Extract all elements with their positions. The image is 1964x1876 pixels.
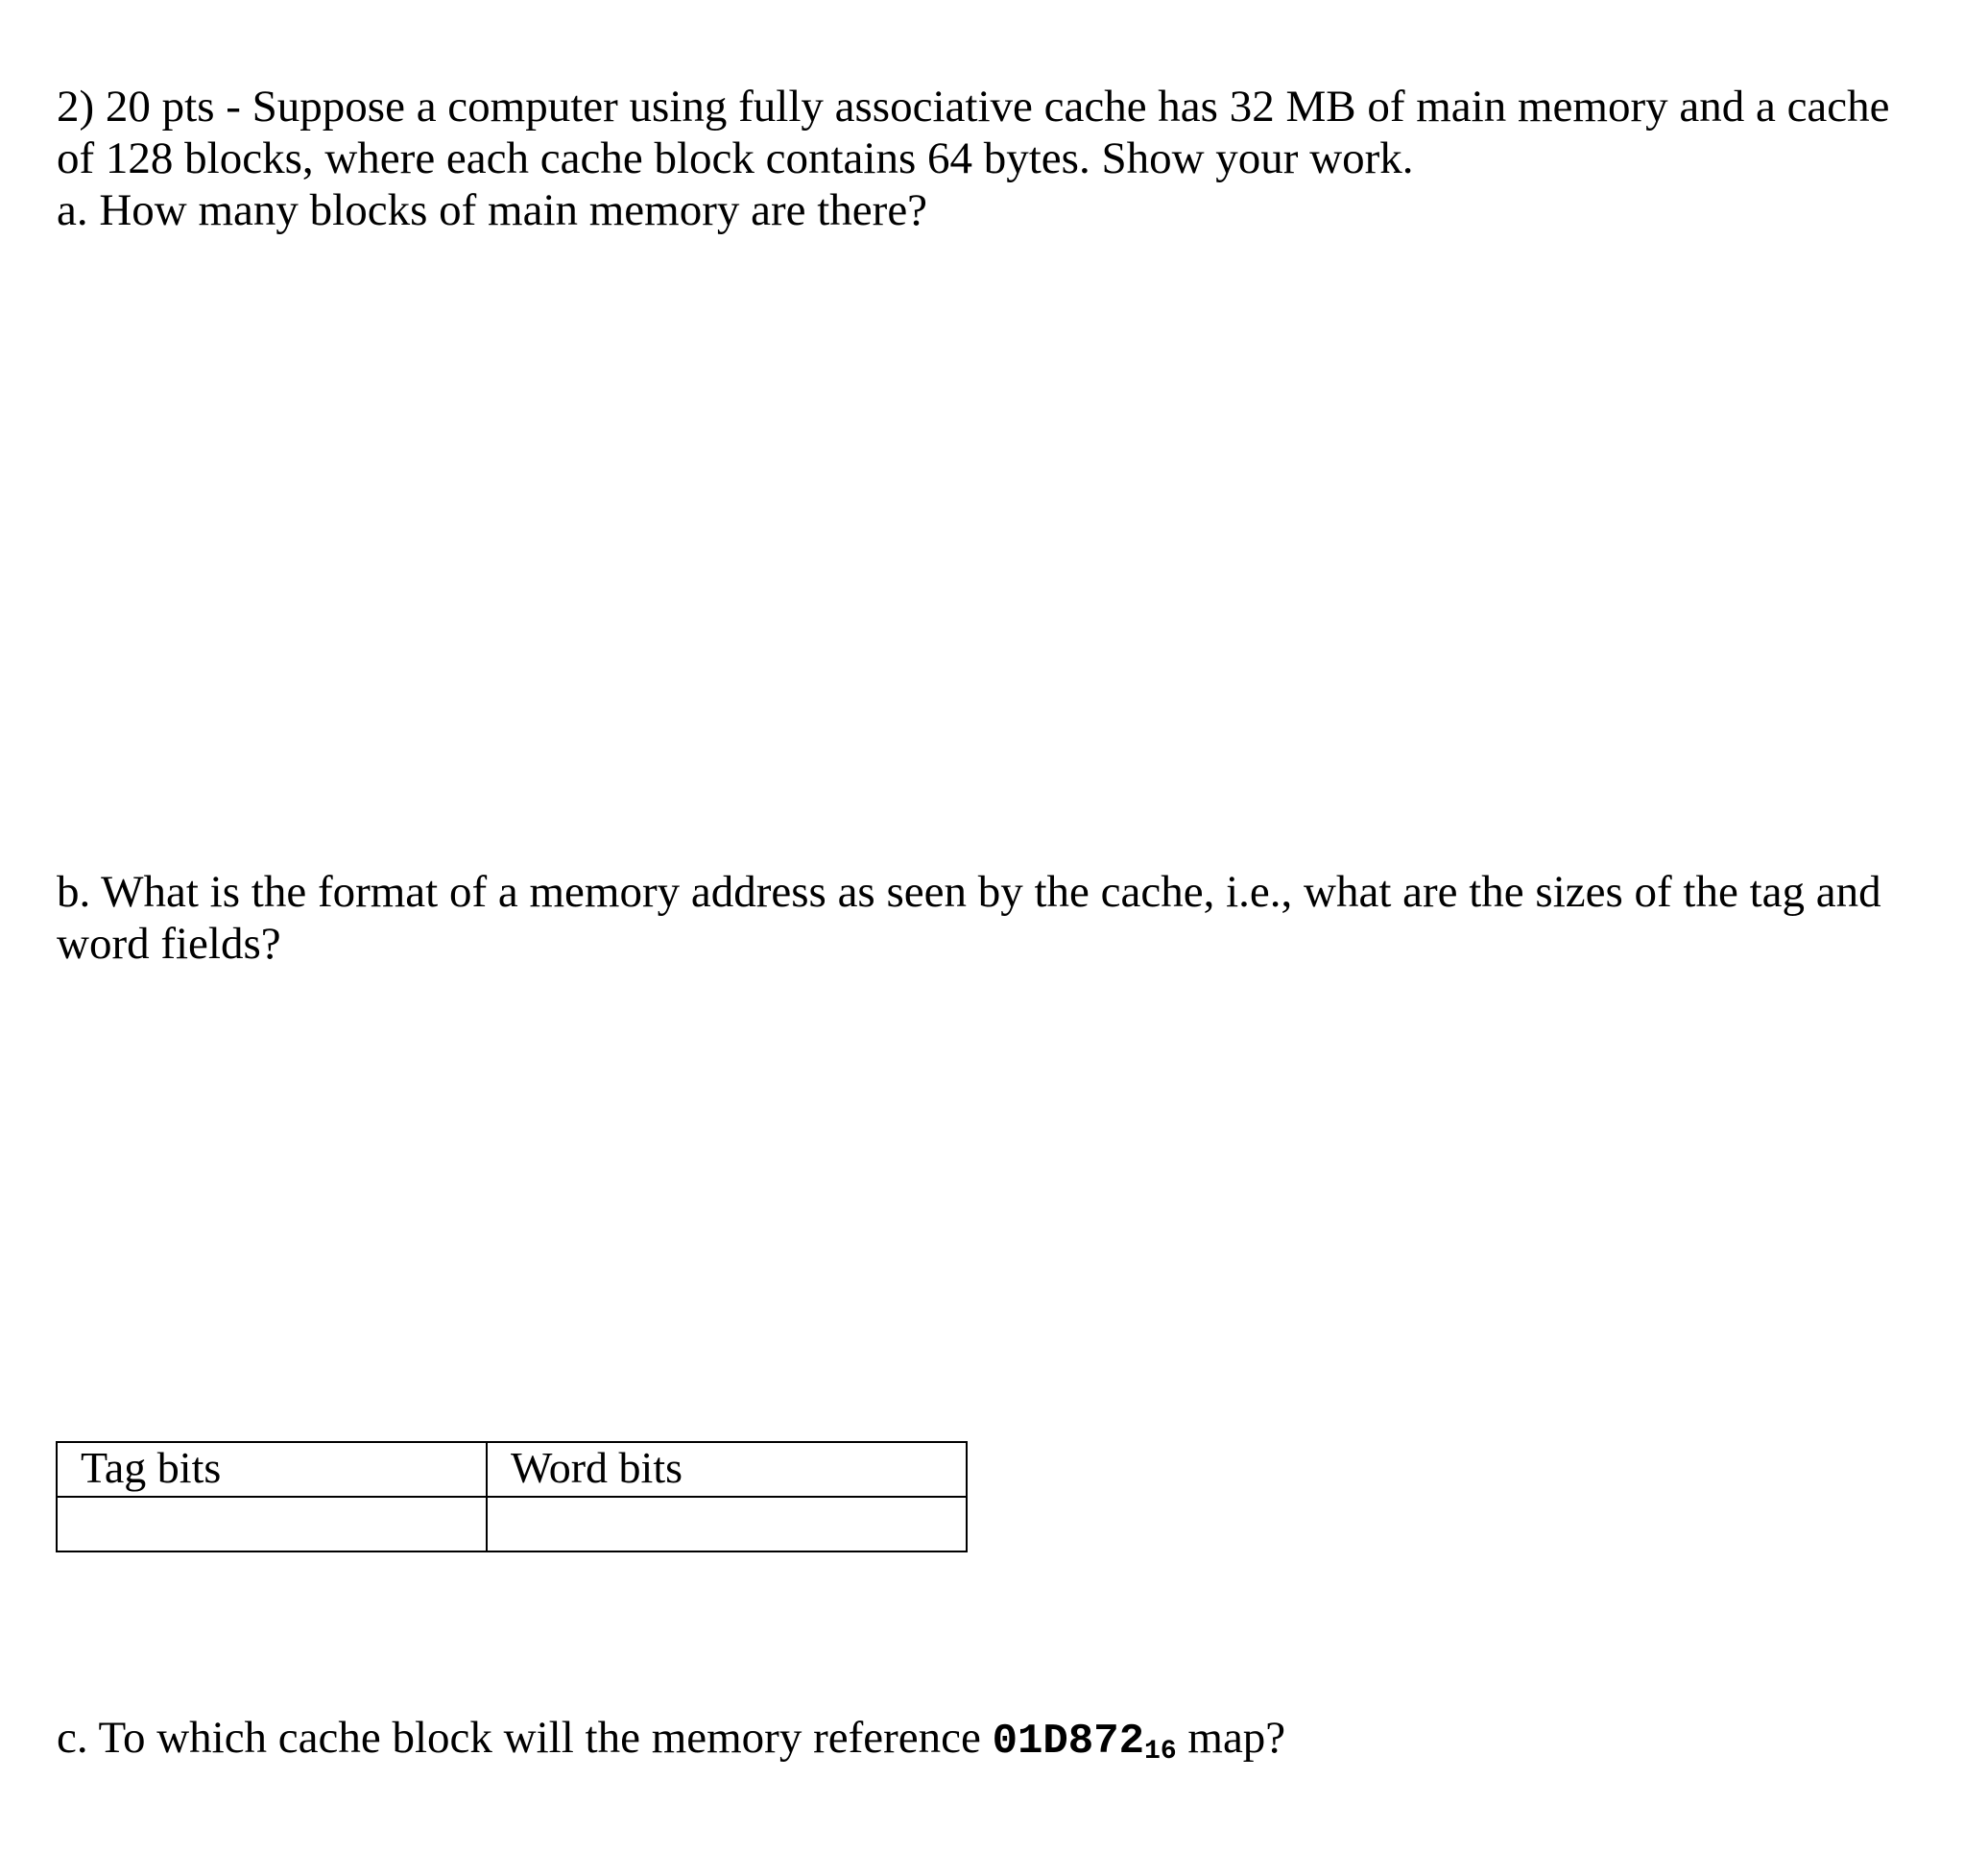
table-answer-row	[57, 1497, 967, 1551]
question-intro-line-2: of 128 blocks, where each cache block contains 64 bytes. Show your work.	[57, 133, 1414, 183]
question-part-b-line-2: word fields?	[57, 919, 281, 969]
question-part-c	[57, 1712, 1285, 1778]
part-c-suffix: map?	[1176, 1713, 1286, 1763]
tag-bits-header: Tag bits	[57, 1442, 487, 1497]
tag-bits-answer-cell	[57, 1497, 487, 1551]
question-part-a: a. How many blocks of main memory are there?	[57, 185, 928, 235]
memory-address: 01D872	[992, 1718, 1145, 1766]
table-header-row	[57, 1442, 967, 1497]
address-base-subscript: 16	[1144, 1737, 1177, 1767]
part-c-prefix: c. To which cache block will the memory reference	[57, 1713, 993, 1763]
question-intro-line-1: 2) 20 pts - Suppose a computer using fully associative cache has 32 MB of main memory and a cache	[57, 82, 1890, 132]
tag-word-bits-table	[56, 1441, 968, 1552]
question-part-b-line-1: b. What is the format of a memory address as seen by the cache, i.e., what are the sizes of the tag and	[57, 867, 1881, 917]
word-bits-header: Word bits	[487, 1442, 967, 1497]
word-bits-answer-cell	[487, 1497, 967, 1551]
